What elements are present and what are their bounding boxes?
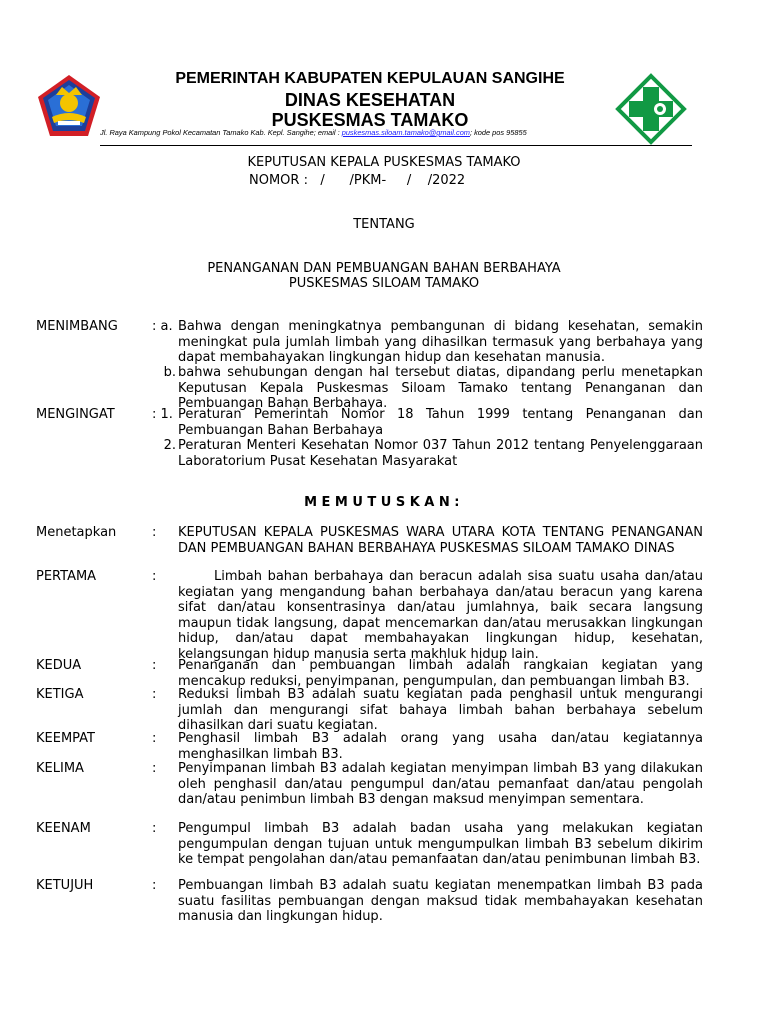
decree-subject-line1: PENANGANAN DAN PEMBUANGAN BAHAN BERBAHAYA bbox=[207, 261, 561, 276]
keempat-text: Penghasil limbah B3 adalah orang yang usaha dan/atau kegiatannya menghasilkan limbah B3. bbox=[178, 731, 703, 762]
kelima-colon: : bbox=[152, 761, 157, 776]
memutuskan-heading: MEMUTUSKAN: bbox=[304, 495, 464, 510]
kedua-label: KEDUA bbox=[36, 658, 82, 673]
keenam-colon: : bbox=[152, 821, 157, 836]
menimbang-b-text: bahwa sehubungan dengan hal tersebut diatas, dipandang perlu menetapkan Keputusan Kepala Puskesmas Siloam Tamako tentang Penanganan dan Pembuangan Bahan Berbahaya. bbox=[178, 365, 703, 411]
decree-subject-line2: PUSKESMAS SILOAM TAMAKO bbox=[288, 276, 480, 291]
letterhead-department: DINAS KESEHATAN bbox=[284, 90, 456, 110]
kelima-label: KELIMA bbox=[36, 761, 84, 776]
letterhead-clinic: PUSKESMAS TAMAKO bbox=[271, 110, 469, 130]
ketujuh-colon: : bbox=[152, 878, 157, 893]
menetapkan-label: Menetapkan bbox=[36, 525, 117, 540]
decree-number: NOMOR : / /PKM- / /2022 bbox=[249, 173, 466, 188]
mengingat-1-text: Peraturan Pemerintah Nomor 18 Tahun 1999 tentang Penanganan dan Pembuangan Bahan Berbahaya bbox=[178, 407, 703, 438]
email-link[interactable]: puskesmas.siloam.tamako@gmail.com bbox=[341, 128, 470, 137]
menetapkan-colon: : bbox=[152, 525, 157, 540]
puskesmas-cross-icon bbox=[612, 70, 690, 148]
mengingat-label: MENGINGAT bbox=[36, 407, 115, 422]
mengingat-2-text: Peraturan Menteri Kesehatan Nomor 037 Tahun 2012 tentang Penyelenggaraan Laboratorium Pusat Kesehatan Masyarakat bbox=[178, 438, 703, 469]
menetapkan-text: KEPUTUSAN KEPALA PUSKESMAS WARA UTARA KOTA TENTANG PENANGANAN DAN PEMBUANGAN BAHAN BERBAHAYA PUSKESMAS SILOAM TAMAKO DINAS bbox=[178, 525, 703, 556]
mengingat-marker-2: 2. bbox=[163, 438, 176, 453]
menimbang-marker-a: : a. bbox=[152, 319, 173, 334]
keenam-label: KEENAM bbox=[36, 821, 91, 836]
menimbang-a-text: Bahwa dengan meningkatnya pembangunan di bidang kesehatan, semakin meningkat pula jumlah limbah yang dihasilkan termasuk yang berbahaya yang dapat membahayakan lingkungan hidup dan kesehatan manusia. bbox=[178, 319, 703, 365]
ketiga-label: KETIGA bbox=[36, 687, 84, 702]
ketiga-text: Reduksi limbah B3 adalah suatu kegiatan pada penghasil untuk mengurangi jumlah dan mengurangi sifat bahaya limbah bahan berbahaya sebelum dihasilkan dari suatu kegiatan. bbox=[178, 687, 703, 733]
kedua-text: Penanganan dan pembuangan limbah adalah rangkaian kegiatan yang mencakup reduksi, penyimpanan, pengumpulan, dan pembuangan limbah B3. bbox=[178, 658, 703, 689]
decree-title: KEPUTUSAN KEPALA PUSKESMAS TAMAKO bbox=[247, 155, 521, 170]
regency-coat-of-arms-icon bbox=[36, 73, 102, 139]
ketujuh-label: KETUJUH bbox=[36, 878, 94, 893]
ketiga-colon: : bbox=[152, 687, 157, 702]
kelima-text: Penyimpanan limbah B3 adalah kegiatan menyimpan limbah B3 yang dilakukan oleh penghasil dan/atau pengumpul dan/atau pemanfaat dan/atau pengolah dan/atau penimbun limbah B3 dengan maksud menyimpan sementara. bbox=[178, 761, 703, 807]
menimbang-label: MENIMBANG bbox=[36, 319, 118, 334]
mengingat-marker-1: : 1. bbox=[152, 407, 173, 422]
pertama-text: Limbah bahan berbahaya dan beracun adalah sisa suatu usaha dan/atau kegiatan yang mengandung bahan berbahaya dan/atau beracun yang karena sifat dan/atau konsentrasinya dan/atau jumlahnya, baik secara langsung maupun tidak langsung, dapat mencemarkan dan/atau merusakkan lingkungan hidup, dan/atau dapat membahayakan lingkungan hidup, kesehatan, kelangsungan hidup manusia serta makhluk hidup lain. bbox=[178, 569, 703, 662]
kedua-colon: : bbox=[152, 658, 157, 673]
letterhead-government: PEMERINTAH KABUPATEN KEPULAUAN SANGIHE bbox=[175, 70, 565, 87]
ketujuh-text: Pembuangan limbah B3 adalah suatu kegiatan menempatkan limbah B3 pada suatu fasilitas pembuangan dengan maksud tidak membahayakan kesehatan manusia dan lingkungan hidup. bbox=[178, 878, 703, 924]
keenam-text: Pengumpul limbah B3 adalah badan usaha yang melakukan kegiatan pengumpulan dengan tujuan untuk mengumpulkan limbah B3 sebelum dikirim ke tempat pengolahan dan/atau pemanfaatan dan/atau penimbunan limbah B3. bbox=[178, 821, 703, 867]
pertama-label: PERTAMA bbox=[36, 569, 97, 584]
letterhead-divider bbox=[100, 145, 692, 146]
tentang-label: TENTANG bbox=[353, 217, 415, 232]
letterhead-address: Jl. Raya Kampung Pokol Kecamatan Tamako Kab. Kepl. Sangihe; email : puskesmas.siloam.tamako@gmail.com; kode pos 95855 bbox=[100, 128, 527, 137]
pertama-colon: : bbox=[152, 569, 157, 584]
keempat-colon: : bbox=[152, 731, 157, 746]
menimbang-marker-b: b. bbox=[163, 365, 176, 380]
keempat-label: KEEMPAT bbox=[36, 731, 96, 746]
